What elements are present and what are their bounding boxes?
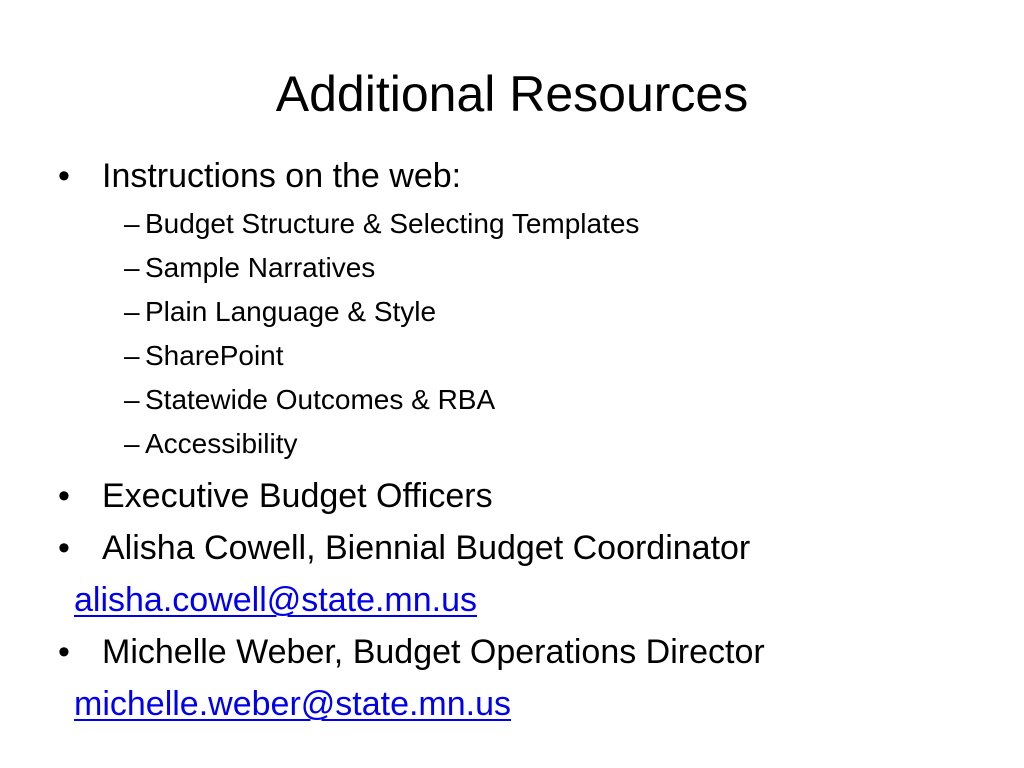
subitem-budget-structure [56, 202, 996, 246]
bullet-icon: • [58, 477, 70, 515]
bullet-label: Alisha Cowell, Biennial Budget Coordinator [102, 529, 751, 567]
subitem-label: Accessibility [145, 428, 298, 459]
bullet-item-michelle-weber [56, 626, 996, 678]
bullet-item-alisha-cowell [56, 522, 996, 574]
subitem-label: Statewide Outcomes & RBA [145, 384, 496, 415]
slide-title: Additional Resources [275, 66, 749, 122]
subitem-sample-narratives [56, 246, 996, 290]
dash-icon: – [124, 296, 140, 327]
dash-icon: – [124, 208, 140, 239]
email-link-alisha[interactable]: alisha.cowell@state.mn.us [74, 581, 478, 619]
bullet-item-instructions [56, 150, 996, 202]
email-row-alisha [56, 574, 996, 626]
bullet-label: Instructions on the web: [102, 157, 462, 195]
dash-icon: – [124, 340, 140, 371]
subitem-label: Plain Language & Style [145, 296, 437, 327]
subitem-statewide-outcomes [56, 378, 996, 422]
slide-body [56, 150, 996, 730]
dash-icon: – [124, 428, 140, 459]
subitem-accessibility [56, 422, 996, 466]
bullet-label: Michelle Weber, Budget Operations Director [102, 633, 765, 671]
bullet-icon: • [58, 529, 70, 567]
dash-icon: – [124, 252, 140, 283]
dash-icon: – [124, 384, 140, 415]
bullet-item-executive-budget-officers [56, 470, 996, 522]
bullet-label: Executive Budget Officers [102, 477, 493, 515]
subitem-label: Budget Structure & Selecting Templates [145, 208, 640, 239]
subitem-sharepoint [56, 334, 996, 378]
email-row-michelle [56, 678, 996, 730]
bullet-icon: • [58, 633, 70, 671]
subitem-label: Sample Narratives [145, 252, 376, 283]
subitem-label: SharePoint [145, 340, 284, 371]
bullet-icon: • [58, 157, 70, 195]
email-link-michelle[interactable]: michelle.weber@state.mn.us [74, 685, 512, 723]
subitem-plain-language [56, 290, 996, 334]
